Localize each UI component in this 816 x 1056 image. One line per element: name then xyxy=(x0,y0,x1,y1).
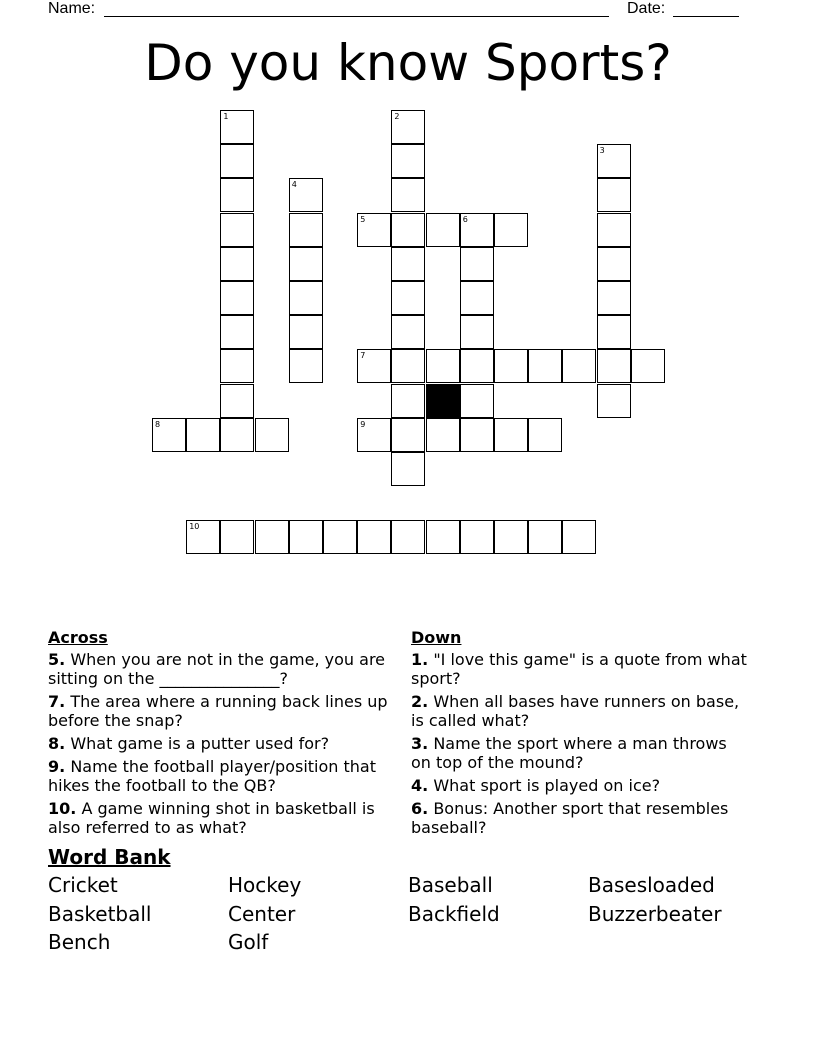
grid-cell[interactable] xyxy=(528,520,562,554)
date-label: Date: xyxy=(627,0,666,17)
grid-cell[interactable] xyxy=(460,418,494,452)
word-bank-item: Backfield xyxy=(408,902,500,926)
clue-number: 1. xyxy=(411,650,429,669)
clue-number: 2. xyxy=(411,692,429,711)
grid-cell[interactable] xyxy=(426,520,460,554)
clue-down-3 xyxy=(411,734,751,772)
clue-across-5 xyxy=(48,650,388,688)
grid-cell[interactable] xyxy=(220,349,254,383)
grid-cell[interactable] xyxy=(152,418,186,452)
grid-cell[interactable] xyxy=(426,349,460,383)
grid-cell[interactable] xyxy=(460,315,494,349)
grid-cell[interactable] xyxy=(528,418,562,452)
grid-cell[interactable] xyxy=(391,384,425,418)
clue-text: A game winning shot in basketball is also referred to as what? xyxy=(48,799,375,837)
grid-cell[interactable] xyxy=(597,281,631,315)
clue-number-label: 9 xyxy=(360,419,366,429)
grid-cell[interactable] xyxy=(391,520,425,554)
word-bank-item: Basketball xyxy=(48,902,152,926)
across-clues xyxy=(48,628,388,841)
clue-number: 8. xyxy=(48,734,66,753)
grid-cell[interactable] xyxy=(289,520,323,554)
grid-cell[interactable] xyxy=(323,520,357,554)
clue-text: What sport is played on ice? xyxy=(433,776,661,795)
word-bank xyxy=(48,843,768,954)
clue-text: Name the sport where a man throws on top of the mound? xyxy=(411,734,727,772)
black-square xyxy=(426,384,460,418)
grid-cell[interactable] xyxy=(289,178,323,212)
clue-across-7 xyxy=(48,692,388,730)
grid-cell[interactable] xyxy=(220,520,254,554)
clue-down-1 xyxy=(411,650,751,688)
clue-text: When you are not in the game, you are sitting on the _______________? xyxy=(48,650,386,688)
clue-text: The area where a running back lines up before the snap? xyxy=(48,692,388,730)
word-bank-item: Center xyxy=(228,902,296,926)
clue-number: 9. xyxy=(48,757,66,776)
clue-number: 4. xyxy=(411,776,429,795)
grid-cell[interactable] xyxy=(597,144,631,178)
grid-cell[interactable] xyxy=(220,315,254,349)
grid-cell[interactable] xyxy=(597,384,631,418)
down-heading: Down xyxy=(411,628,462,647)
grid-cell[interactable] xyxy=(289,247,323,281)
word-bank-item: Hockey xyxy=(228,873,302,897)
grid-cell[interactable] xyxy=(460,384,494,418)
grid-cell[interactable] xyxy=(426,418,460,452)
clue-number: 6. xyxy=(411,799,429,818)
grid-cell[interactable] xyxy=(391,213,425,247)
grid-cell[interactable] xyxy=(597,178,631,212)
grid-cell[interactable] xyxy=(220,281,254,315)
grid-cell[interactable] xyxy=(255,520,289,554)
grid-cell[interactable] xyxy=(391,110,425,144)
word-bank-item: Cricket xyxy=(48,873,118,897)
grid-cell[interactable] xyxy=(220,110,254,144)
clue-number-label: 4 xyxy=(291,180,297,190)
clue-number: 3. xyxy=(411,734,429,753)
clue-text: "I love this game" is a quote from what sport? xyxy=(411,650,747,688)
clue-number-label: 8 xyxy=(155,419,161,429)
clue-number-label: 7 xyxy=(360,351,366,361)
clue-down-4 xyxy=(411,776,751,795)
grid-cell[interactable] xyxy=(357,418,391,452)
grid-cell[interactable] xyxy=(494,520,528,554)
grid-cell[interactable] xyxy=(631,349,665,383)
across-heading: Across xyxy=(48,628,108,647)
grid-cell[interactable] xyxy=(391,144,425,178)
clue-number-label: 5 xyxy=(360,214,366,224)
grid-cell[interactable] xyxy=(597,247,631,281)
grid-cell[interactable] xyxy=(289,281,323,315)
grid-cell[interactable] xyxy=(460,520,494,554)
clue-across-8 xyxy=(48,734,388,753)
grid-cell[interactable] xyxy=(460,213,494,247)
grid-cell[interactable] xyxy=(186,418,220,452)
grid-cell[interactable] xyxy=(391,452,425,486)
grid-cell[interactable] xyxy=(220,247,254,281)
grid-cell[interactable] xyxy=(391,349,425,383)
grid-cell[interactable] xyxy=(357,520,391,554)
clue-number-label: 2 xyxy=(394,112,400,121)
grid-cell[interactable] xyxy=(391,315,425,349)
grid-cell[interactable] xyxy=(460,349,494,383)
clue-number-label: 6 xyxy=(462,214,468,224)
grid-cell[interactable] xyxy=(289,315,323,349)
grid-cell[interactable] xyxy=(494,213,528,247)
word-bank-title: Word Bank xyxy=(48,845,171,869)
clue-number: 7. xyxy=(48,692,66,711)
grid-cell[interactable] xyxy=(391,418,425,452)
grid-cell[interactable] xyxy=(357,213,391,247)
grid-cell[interactable] xyxy=(289,349,323,383)
page-title: Do you know Sports? xyxy=(144,34,672,92)
clue-number-label: 10 xyxy=(189,522,200,532)
clue-text: What game is a putter used for? xyxy=(70,734,330,753)
clue-down-6 xyxy=(411,799,751,837)
word-bank-item: Baseball xyxy=(408,873,493,897)
clue-text: Bonus: Another sport that resembles baseball? xyxy=(411,799,729,837)
grid-cell[interactable] xyxy=(562,349,596,383)
grid-cell[interactable] xyxy=(426,213,460,247)
grid-cell[interactable] xyxy=(597,349,631,383)
word-bank-item: Buzzerbeater xyxy=(588,902,722,926)
grid-cell[interactable] xyxy=(562,520,596,554)
word-bank-item: Basesloaded xyxy=(588,873,715,897)
clue-number-label: 3 xyxy=(599,146,605,156)
clue-across-10 xyxy=(48,799,388,837)
grid-cell[interactable] xyxy=(528,349,562,383)
grid-cell[interactable] xyxy=(220,178,254,212)
grid-cell[interactable] xyxy=(357,349,391,383)
clue-number: 5. xyxy=(48,650,66,669)
grid-cell[interactable] xyxy=(460,281,494,315)
grid-cell[interactable] xyxy=(220,213,254,247)
grid-cell[interactable] xyxy=(220,418,254,452)
down-clues xyxy=(411,628,751,841)
clue-number-label: 1 xyxy=(223,112,229,121)
grid-cell[interactable] xyxy=(186,520,220,554)
clue-number: 10. xyxy=(48,799,77,818)
grid-cell[interactable] xyxy=(255,418,289,452)
grid-cell[interactable] xyxy=(460,247,494,281)
grid-cell[interactable] xyxy=(494,418,528,452)
grid-cell[interactable] xyxy=(494,349,528,383)
grid-cell[interactable] xyxy=(289,213,323,247)
word-bank-item: Golf xyxy=(228,930,269,954)
grid-cell[interactable] xyxy=(391,247,425,281)
clue-text: Name the football player/position that hikes the football to the QB? xyxy=(48,757,377,795)
grid-cell[interactable] xyxy=(391,281,425,315)
clue-across-9 xyxy=(48,757,388,795)
name-label: Name: xyxy=(48,0,96,17)
word-bank-item: Bench xyxy=(48,930,111,954)
grid-cell[interactable] xyxy=(597,213,631,247)
grid-cell[interactable] xyxy=(220,384,254,418)
clue-down-2 xyxy=(411,692,751,730)
grid-cell[interactable] xyxy=(391,178,425,212)
grid-cell[interactable] xyxy=(220,144,254,178)
clue-text: When all bases have runners on base, is called what? xyxy=(411,692,740,730)
grid-cell[interactable] xyxy=(597,315,631,349)
